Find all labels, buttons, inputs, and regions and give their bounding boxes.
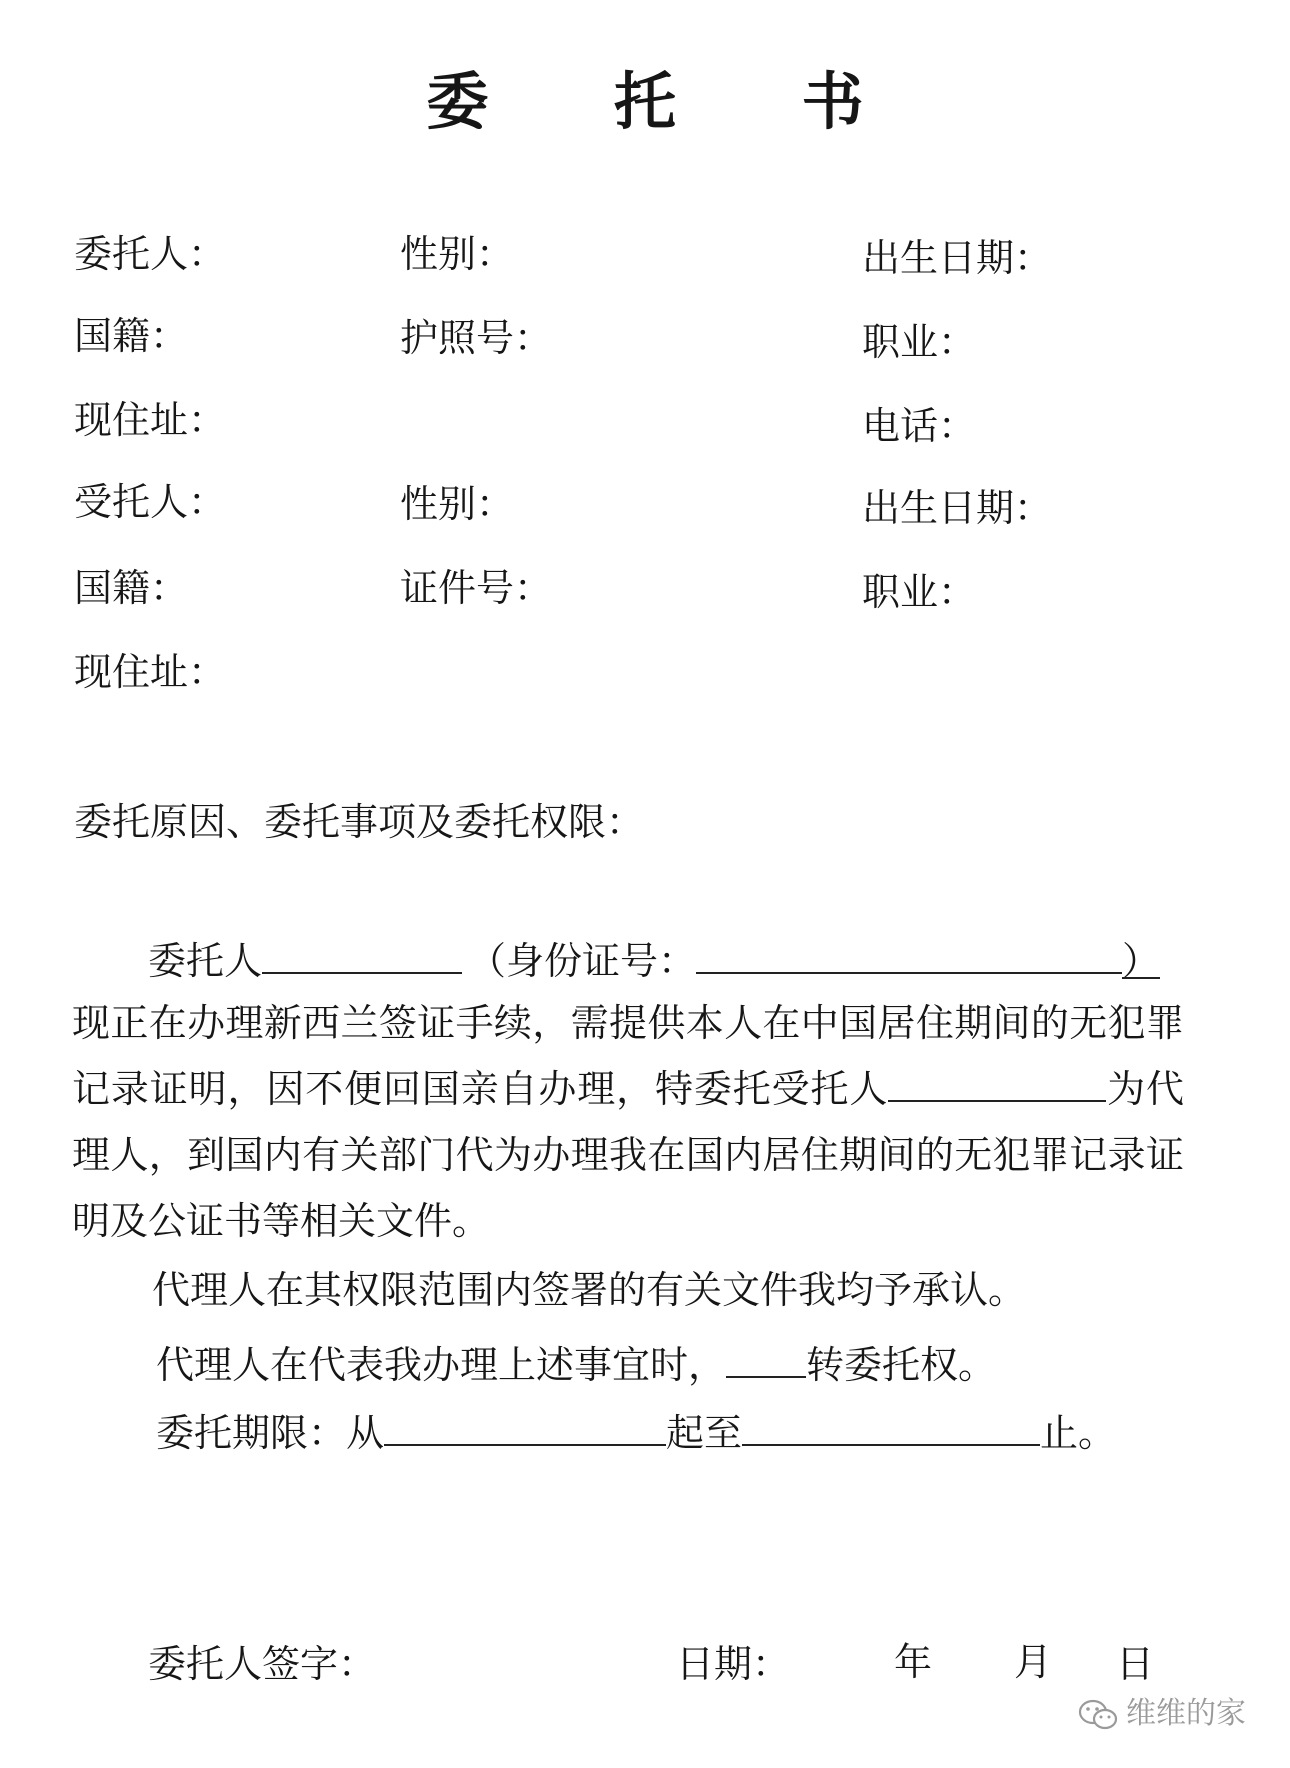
- approval-statement: 代理人在其权限范围内签署的有关文件我均予承认。: [152, 1268, 1027, 1312]
- term-suffix: 止。: [1040, 1411, 1117, 1455]
- subdelegation-prefix: 代理人在代表我办理上述事宜时，: [156, 1343, 727, 1387]
- principal-nationality-label: 国籍：: [74, 314, 189, 358]
- date-label: 日期：: [676, 1642, 791, 1686]
- principal-name-label: 委托人：: [74, 232, 227, 276]
- agent-address-label: 现住址：: [74, 650, 227, 694]
- delegation-paragraph: [72, 990, 1184, 1254]
- principal-address-label: 现住址：: [74, 398, 227, 442]
- wechat-icon: [1078, 1698, 1118, 1732]
- date-day: 日: [1116, 1642, 1155, 1686]
- principal-identity-line: [148, 932, 1160, 985]
- agent-gender-label: 性别：: [400, 482, 515, 526]
- id-close: ）: [1122, 939, 1161, 983]
- principal-gender-label: 性别：: [400, 232, 515, 276]
- watermark: [1078, 1688, 1246, 1732]
- date-month: 月: [1014, 1640, 1053, 1684]
- paragraph-part1: 现正在办理新西兰签证手续，需提供本人在中国居住期间的无犯罪记录证明，因不便回国亲自办理，特委托受托人: [72, 1001, 1184, 1111]
- agent-nationality-label: 国籍：: [74, 566, 189, 610]
- subdelegation-blank[interactable]: [726, 1336, 806, 1378]
- principal-phone-label: 电话：: [862, 404, 977, 448]
- id-open: （身份证号：: [468, 939, 697, 983]
- paragraph-part2: 为代理人，到国内有关部门代为办理我在国内居住期间的无犯罪记录证明及公证书等相关文件。: [72, 1067, 1184, 1243]
- date-year: 年: [894, 1640, 933, 1684]
- term-end-blank[interactable]: [742, 1404, 1040, 1446]
- watermark-text: 维维的家: [1126, 1696, 1246, 1731]
- term-start-blank[interactable]: [384, 1404, 666, 1446]
- term-middle: 起至: [666, 1411, 743, 1455]
- signature-label: 委托人签字：: [148, 1642, 377, 1686]
- principal-occupation-label: 职业：: [862, 320, 977, 364]
- document-title: 委 托 书: [426, 65, 916, 138]
- agent-name-blank[interactable]: [888, 1062, 1106, 1102]
- agent-occupation-label: 职业：: [862, 570, 977, 614]
- agent-name-label: 受托人：: [74, 480, 227, 524]
- subdelegation-line: [156, 1336, 996, 1389]
- subdelegation-suffix: 转委托权。: [806, 1343, 997, 1387]
- principal-prefix: 委托人: [148, 939, 263, 983]
- section-heading: 委托原因、委托事项及委托权限：: [74, 800, 645, 844]
- principal-passport-label: 护照号：: [400, 316, 553, 360]
- agent-birth-label: 出生日期：: [862, 486, 1053, 530]
- principal-id-blank[interactable]: [696, 932, 1122, 974]
- agent-id-label: 证件号：: [400, 566, 553, 610]
- term-line: [156, 1404, 1116, 1457]
- term-prefix: 委托期限：从: [156, 1411, 385, 1455]
- principal-birth-label: 出生日期：: [862, 236, 1053, 280]
- principal-name-blank[interactable]: [262, 932, 462, 974]
